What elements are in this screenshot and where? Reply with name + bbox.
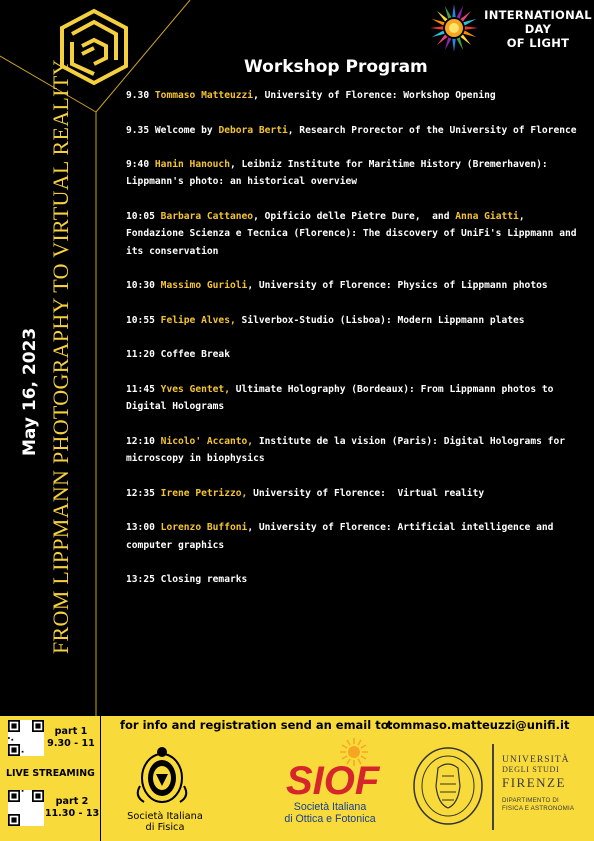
program-text: Welcome by bbox=[154, 124, 219, 136]
registration-email[interactable]: tommaso.matteuzzi@unifi.it bbox=[387, 718, 570, 732]
unifi-name bbox=[502, 754, 574, 813]
program-text: , Leibniz Institute for Maritime History (Bremerhaven): Lippmann's photo: an historical overview bbox=[126, 159, 554, 188]
speaker-name: Massimo Gurioli bbox=[160, 280, 248, 292]
registration-info: for info and registration send an email to: bbox=[120, 718, 394, 732]
spacer bbox=[126, 139, 586, 156]
unifi-seal-icon bbox=[412, 746, 484, 826]
spacer bbox=[126, 554, 586, 571]
program-time: 11:20 bbox=[126, 349, 155, 361]
program-text: , Opificio delle Pietre Dure, and bbox=[253, 211, 456, 223]
program-time: 10:05 bbox=[126, 211, 155, 223]
side-title: FROM LIPPMANN PHOTOGRAPHY TO VIRTUAL REALITY bbox=[48, 59, 73, 654]
program-item bbox=[126, 433, 586, 468]
program-item bbox=[126, 485, 586, 502]
siof-name-line-1: Società Italiana bbox=[293, 801, 367, 813]
speaker-name: Tommaso Matteuzzi bbox=[154, 90, 254, 101]
spacer bbox=[126, 364, 586, 381]
spacer bbox=[126, 260, 586, 277]
idl-line-1: INTERNATIONAL bbox=[484, 8, 592, 22]
program-time: 13:00 bbox=[126, 522, 155, 534]
program-text: Silverbox-Studio (Lisboa): Modern Lippmann plates bbox=[235, 314, 525, 326]
qr-code-icon[interactable] bbox=[8, 790, 44, 826]
siof-name bbox=[270, 801, 390, 825]
unifi-dept-line-1: DIPARTIMENTO DI bbox=[502, 797, 559, 804]
program-title: Workshop Program bbox=[244, 57, 428, 77]
live-streaming-label: LIVE STREAMING bbox=[6, 768, 95, 779]
speaker-name: Nicolo' Accanto, bbox=[160, 435, 254, 447]
spacer bbox=[126, 502, 586, 519]
sif-name-line-1: Società Italiana bbox=[127, 811, 203, 822]
unifi-divider bbox=[492, 744, 494, 830]
program-item bbox=[126, 312, 586, 329]
program-item bbox=[126, 208, 586, 260]
program-item bbox=[126, 277, 586, 294]
speaker-name: Debora Berti bbox=[218, 124, 288, 136]
program-time: 9.30 bbox=[126, 90, 150, 101]
speaker-name: Felipe Alves, bbox=[160, 314, 236, 326]
spacer bbox=[126, 416, 586, 433]
program-item bbox=[126, 381, 586, 416]
program-time: 13:25 bbox=[126, 574, 155, 586]
program-time: 9.35 bbox=[126, 124, 150, 136]
part1-label: part 1 bbox=[54, 726, 88, 737]
spacer bbox=[126, 295, 586, 312]
program-time: 10:55 bbox=[126, 314, 155, 326]
part2-label: part 2 bbox=[55, 796, 89, 807]
idl-title bbox=[484, 8, 592, 50]
program-text: Institute de la vision (Paris): Digital Holograms for microscopy in biophysics bbox=[126, 435, 571, 465]
siof-logo-icon bbox=[282, 738, 388, 808]
program-item bbox=[126, 519, 586, 554]
spacer bbox=[126, 329, 586, 346]
speaker-name: Hanin Hanouch bbox=[154, 159, 230, 171]
program-text: Coffee Break bbox=[160, 349, 230, 361]
program-time: 12:10 bbox=[126, 435, 155, 447]
part1-time: 9.30 - 11 bbox=[47, 738, 95, 749]
program-text: , Research Prorector of the University of Florence bbox=[287, 124, 577, 136]
part1-info bbox=[46, 726, 96, 750]
unifi-line-1: UNIVERSITÀ bbox=[502, 754, 570, 765]
sif-name bbox=[120, 811, 210, 833]
sif-emblem-icon bbox=[132, 746, 192, 806]
program-time: 11:45 bbox=[126, 384, 155, 396]
program-text: Ultimate Holography (Bordeaux): From Lippmann photos to Digital Holograms bbox=[126, 384, 560, 413]
qr-code-icon[interactable] bbox=[8, 720, 44, 756]
program-item bbox=[126, 346, 586, 363]
footer bbox=[0, 716, 594, 841]
spacer bbox=[126, 468, 586, 485]
spacer bbox=[126, 191, 586, 208]
program-time: 9:40 bbox=[126, 159, 150, 171]
idl-line-3: OF LIGHT bbox=[506, 36, 570, 50]
program-time: 10:30 bbox=[126, 280, 155, 292]
program-list bbox=[126, 87, 586, 589]
program-text: Closing remarks bbox=[160, 574, 248, 586]
program-text: , Fondazione Scienza e Tecnica (Florence): The discovery of UniFi's Lippmann and its conservation bbox=[126, 211, 583, 257]
siof-logo-text: SIOF bbox=[286, 759, 380, 803]
event-date: May 16, 2023 bbox=[20, 327, 40, 456]
sif-name-line-2: di Fisica bbox=[145, 822, 185, 833]
spacer bbox=[126, 104, 586, 121]
speaker-name: Anna Giatti bbox=[455, 211, 519, 223]
program-item bbox=[126, 122, 586, 139]
part2-info bbox=[44, 796, 100, 820]
program-item bbox=[126, 156, 586, 191]
speaker-name: Lorenzo Buffoni bbox=[160, 522, 248, 534]
program-text: University of Florence: Virtual reality bbox=[247, 487, 485, 499]
speaker-name: Barbara Cattaneo bbox=[160, 211, 254, 223]
unifi-dept-line-2: FISICA E ASTRONOMIA bbox=[502, 805, 575, 812]
sun-light-icon bbox=[428, 2, 480, 54]
program-text: , University of Florence: Physics of Lippmann photos bbox=[247, 280, 548, 292]
speaker-name: Yves Gentet, bbox=[160, 384, 230, 396]
idl-line-2: DAY bbox=[524, 22, 552, 36]
speaker-name: Irene Petrizzo, bbox=[160, 487, 248, 499]
divider bbox=[100, 716, 101, 841]
part2-time: 11.30 - 13 bbox=[44, 808, 100, 819]
unifi-line-2: DEGLI STUDI bbox=[502, 765, 560, 774]
program-time: 12:35 bbox=[126, 487, 155, 499]
unifi-line-3: FIRENZE bbox=[502, 775, 566, 790]
program-item bbox=[126, 87, 586, 104]
program-text: , University of Florence: Artificial intelligence and computer graphics bbox=[126, 522, 560, 551]
program-text: , University of Florence: Workshop Opening bbox=[253, 90, 496, 101]
siof-name-line-2: di Ottica e Fotonica bbox=[284, 813, 376, 825]
program-item bbox=[126, 571, 586, 588]
